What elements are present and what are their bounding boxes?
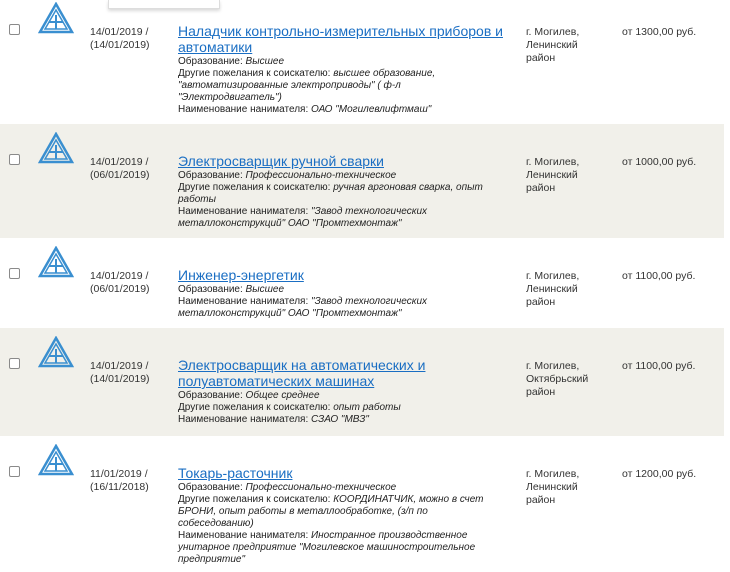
vacancy-row [0,0,724,124]
location-cell [526,270,606,309]
vacancy-info [178,23,508,116]
salary: от 1200,00 руб. [622,468,697,480]
district: район [526,386,556,398]
date-updated: (06/01/2019) [90,283,150,295]
education-label: Образование: [178,170,243,181]
city: г. Могилев, [526,360,580,372]
salary: от 1100,00 руб. [622,270,696,282]
select-checkbox[interactable] [9,268,20,279]
wishes-label: Другие пожелания к соискателю: [178,68,331,79]
salary: от 1300,00 руб. [622,26,697,38]
wishes-line [178,506,508,518]
city: г. Могилев, [526,468,580,480]
date-updated: (06/01/2019) [90,169,150,181]
district: Ленинский [526,283,578,295]
education-line [178,482,508,494]
date-cell [90,156,160,182]
education-line [178,56,508,68]
employer-label: Наименование нанимателя: [178,206,309,217]
employment-service-logo-icon [38,246,74,280]
employer-line [178,542,508,554]
select-checkbox[interactable] [9,466,20,477]
vacancy-row [0,124,724,238]
district: район [526,296,556,308]
title-line[interactable]: полуавтоматических машинах [178,373,375,389]
education-label: Образование: [178,284,243,295]
title-line[interactable]: автоматики [178,39,253,55]
vacancy-title-link[interactable] [178,23,508,55]
vacancy-row [0,328,724,436]
wishes-value: "автоматизированные электроприводы" ( ф-л [178,80,401,91]
date-posted: 11/01/2019 / [90,468,148,480]
city: г. Могилев, [526,270,580,282]
date-cell [90,26,160,52]
education-value: Профессионально-техническое [245,482,397,493]
wishes-line [178,80,508,92]
education-label: Образование: [178,482,243,493]
title-line[interactable]: Токарь-расточник [178,465,293,481]
employer-line [178,554,508,566]
wishes-line [178,402,508,414]
education-label: Образование: [178,56,243,67]
wishes-line [178,194,508,206]
education-line [178,390,508,402]
wishes-value: высшее образование, [333,68,436,79]
location-cell [526,156,606,195]
employment-service-logo-icon [38,132,74,166]
wishes-line [178,92,508,104]
district: район [526,52,556,64]
district: Ленинский [526,481,578,493]
wishes-line [178,182,508,194]
location-cell [526,26,606,65]
employer-value: предприятие" [178,554,246,565]
wishes-value: КООРДИНАТЧИК, можно в счет [333,494,484,505]
select-checkbox[interactable] [9,154,20,165]
city: г. Могилев, [526,26,580,38]
employer-value: "Завод технологических [311,296,428,307]
salary: от 1000,00 руб. [622,156,697,168]
education-line [178,284,508,296]
employer-value: металлоконструкций" ОАО "Промтехмонтаж" [178,218,402,229]
education-line [178,170,508,182]
vacancy-row [0,238,724,328]
wishes-line [178,68,508,80]
date-posted: 14/01/2019 / [90,26,149,38]
location-cell [526,360,606,399]
vacancy-title-link[interactable] [178,357,508,389]
employer-line [178,308,508,320]
city: г. Могилев, [526,156,580,168]
wishes-line [178,494,508,506]
employer-label: Наименование нанимателя: [178,530,309,541]
employer-label: Наименование нанимателя: [178,414,309,425]
employer-value: ОАО "Могилевлифтмаш" [311,104,432,115]
dropdown-shadow [108,0,220,9]
education-value: Высшее [245,56,284,67]
employer-line [178,104,508,116]
wishes-label: Другие пожелания к соискателю: [178,402,331,413]
date-updated: (16/11/2018) [90,481,149,493]
education-value: Профессионально-техническое [245,170,397,181]
employer-label: Наименование нанимателя: [178,296,309,307]
location-cell [526,468,606,507]
wishes-value: собеседованию) [178,518,254,529]
education-value: Общее среднее [245,390,320,401]
employer-value: Иностранное производственное [311,530,468,541]
district: Ленинский [526,169,578,181]
vacancy-info [178,153,508,230]
employer-line [178,218,508,230]
vacancy-title-link[interactable] [178,267,508,283]
vacancy-info [178,465,508,566]
wishes-value: "Электродвигатель") [178,92,282,103]
date-posted: 14/01/2019 / [90,156,149,168]
title-line[interactable]: Инженер-энергетик [178,267,304,283]
employer-label: Наименование нанимателя: [178,104,309,115]
title-line[interactable]: Электросварщик на автоматических и [178,357,426,373]
select-checkbox[interactable] [9,24,20,35]
district: район [526,182,556,194]
employment-service-logo-icon [38,2,74,36]
wishes-label: Другие пожелания к соискателю: [178,494,331,505]
title-line[interactable]: Электросварщик ручной сварки [178,153,384,169]
employment-service-logo-icon [38,444,74,478]
vacancy-info [178,357,508,426]
date-posted: 14/01/2019 / [90,270,149,282]
education-label: Образование: [178,390,243,401]
vacancy-title-link[interactable] [178,153,508,169]
date-cell [90,360,160,386]
district: Октябрьский [526,373,589,385]
date-cell [90,270,160,296]
wishes-value: ручная аргоновая сварка, опыт [333,182,483,193]
wishes-label: Другие пожелания к соискателю: [178,182,331,193]
vacancy-info [178,267,508,320]
vacancy-row [0,436,724,572]
employer-line [178,206,508,218]
wishes-value: БРОНИ, опыт работы в металлообработке, (з/п по [178,506,428,517]
salary: от 1100,00 руб. [622,360,696,372]
employer-value: СЗАО "МВЗ" [311,414,369,425]
wishes-value: работы [178,194,216,205]
employer-line [178,414,508,426]
title-line[interactable]: Наладчик контрольно-измерительных приборов и [178,23,503,39]
wishes-line [178,518,508,530]
wishes-value: опыт работы [333,402,401,413]
date-cell [90,468,160,494]
employment-service-logo-icon [38,336,74,370]
employer-value: унитарное предприятие "Могилевское машиностроительное [178,542,476,553]
employer-value: "Завод технологических [311,206,428,217]
employer-line [178,296,508,308]
date-updated: (14/01/2019) [90,373,150,385]
education-value: Высшее [245,284,284,295]
select-checkbox[interactable] [9,358,20,369]
district: район [526,494,556,506]
vacancy-title-link[interactable] [178,465,508,481]
district: Ленинский [526,39,578,51]
employer-line [178,530,508,542]
employer-value: металлоконструкций" ОАО "Промтехмонтаж" [178,308,402,319]
date-posted: 14/01/2019 / [90,360,149,372]
date-updated: (14/01/2019) [90,39,150,51]
